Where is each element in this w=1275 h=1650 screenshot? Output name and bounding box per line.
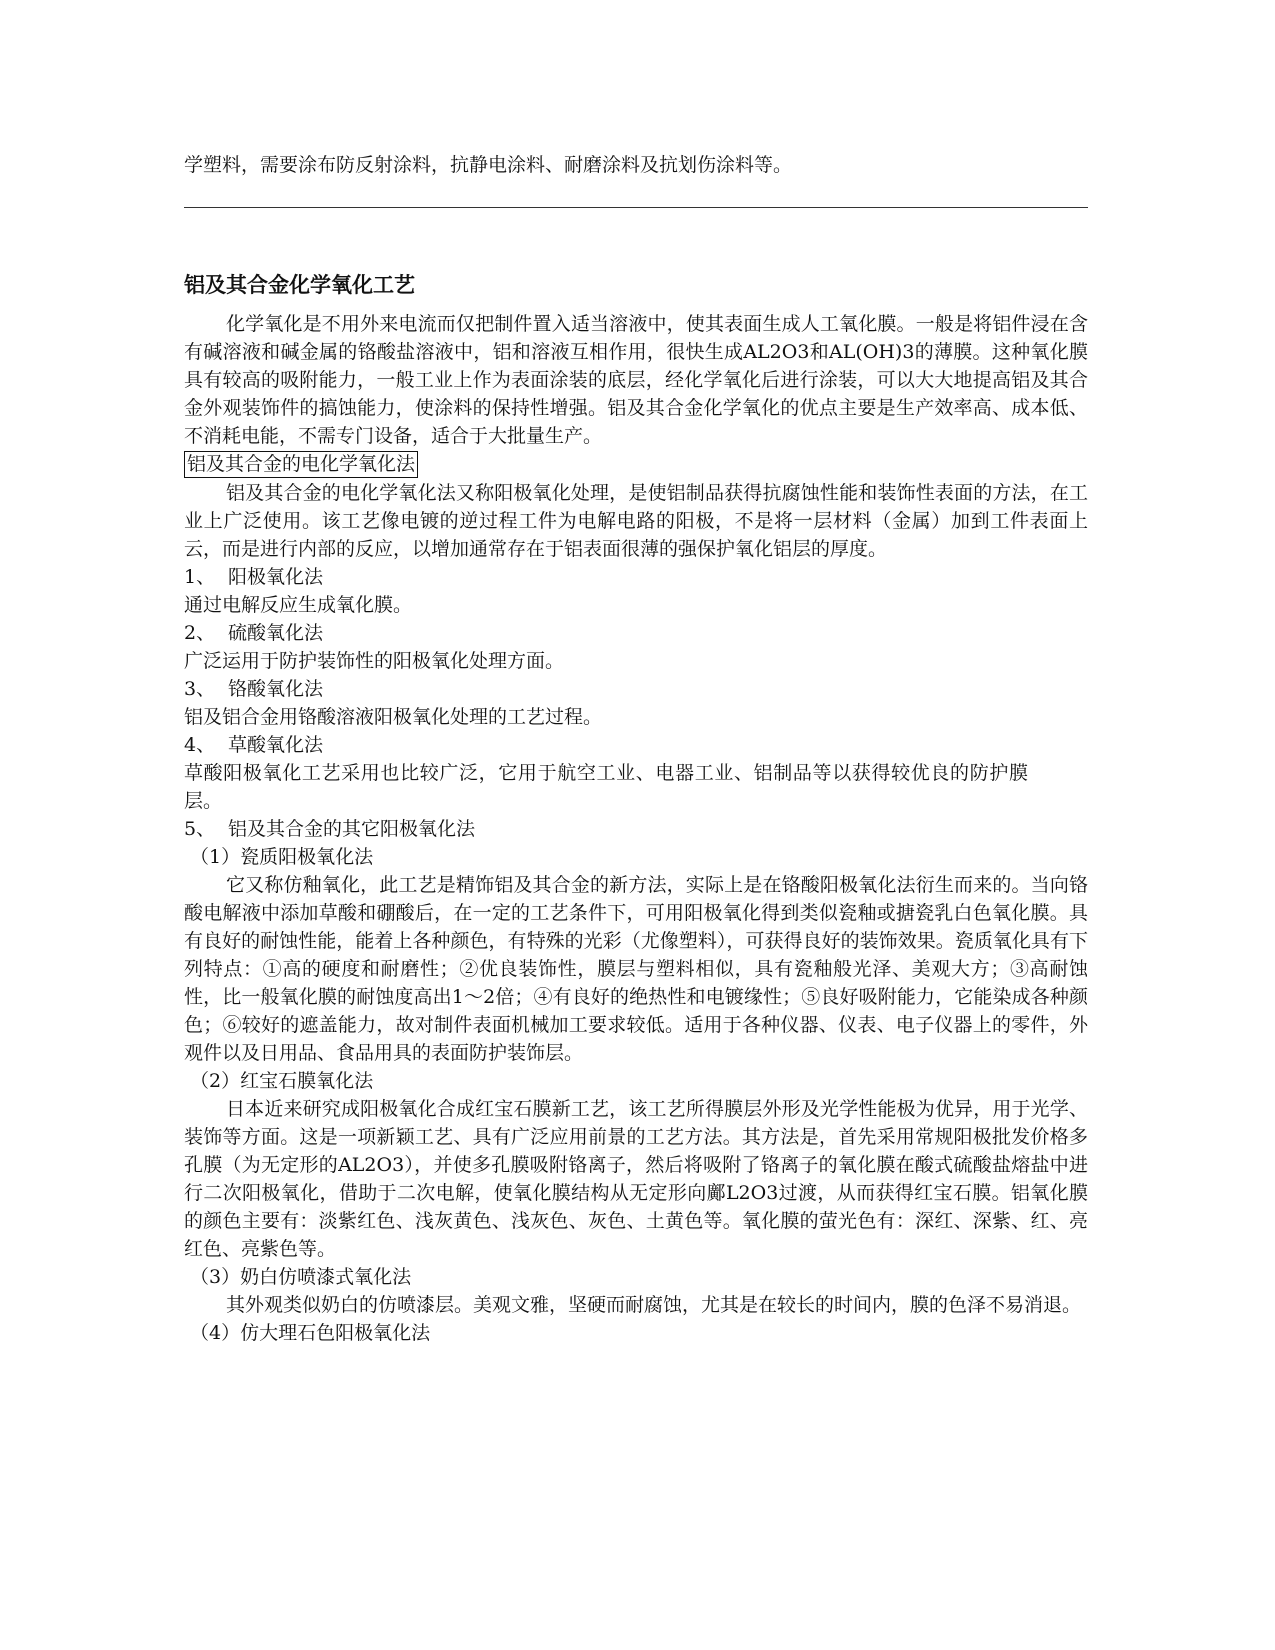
method-description: 草酸阳极氧化工艺采用也比较广泛，它用于航空工业、电器工业、铝制品等以获得较优良的防护膜层。 — [184, 762, 1028, 812]
method-number: 4、 — [184, 734, 216, 756]
chem-oxidation-paragraph: 化学氧化是不用外来电流而仅把制件置入适当溶液中，使其表面生成人工氧化膜。一般是将铝件浸在含有碱溶液和碱金属的铬酸盐溶液中，铝和溶液互相作用，很快生成AL2O3和AL(OH)3的薄膜。这种氧化膜具有较高的吸附能力，一般工业上作为表面涂装的底层，经化学氧化后进行涂装，可以大大地提高铝及其合金外观装饰件的搞蚀能力，使涂料的保持性增强。铝及其合金化学氧化的优点主要是生产效率高、成本低、不消耗电能，不需专门设备，适合于大批量生产。 — [184, 313, 1088, 447]
electro-heading-row — [184, 450, 1088, 479]
method-number: 3、 — [184, 678, 216, 700]
method-number: 1、 — [184, 566, 216, 588]
method-heading — [184, 619, 1088, 647]
sub-method-heading-2: （2）红宝石膜氧化法 — [190, 1070, 374, 1092]
sub-method-heading-3: （3）奶白仿喷漆式氧化法 — [190, 1266, 412, 1288]
method-description: 铝及铝合金用铬酸溶液阳极氧化处理的工艺过程。 — [184, 706, 603, 728]
horizontal-divider — [184, 207, 1088, 208]
sub-method-text-2: 日本近来研究成阳极氧化合成红宝石膜新工艺，该工艺所得膜层外形及光学性能极为优异，用于光学、装饰等方面。这是一项新颖工艺、具有广泛应用前景的工艺方法。其方法是，首先采用常规阳极批发价格多孔膜（为无定形的AL2O3），并使多孔膜吸附铬离子，然后将吸附了铬离子的氧化膜在酸式硫酸盐熔盐中进行二次阳极氧化，借助于二次电解，使氧化膜结构从无定形向鄺L2O3过渡，从而获得红宝石膜。铝氧化膜的颜色主要有：淡紫红色、浅灰黄色、浅灰色、灰色、土黄色等。氧化膜的萤光色有：深红、深紫、红、亮红色、亮紫色等。 — [184, 1098, 1088, 1260]
method-item-5 — [184, 815, 1088, 1347]
electro-paragraph: 铝及其合金的电化学氧化法又称阳极氧化处理，是使铝制品获得抗腐蚀性能和装饰性表面的方法，在工业上广泛使用。该工艺像电镀的逆过程工件为电解电路的阳极，不是将一层材料（金属）加到工件表面上云，而是进行内部的反应，以增加通常存在于铝表面很薄的强保护氧化铝层的厚度。 — [184, 482, 1088, 560]
sub-method-text-3: 其外观类似奶白的仿喷漆层。美观文雅，坚硬而耐腐蚀，尤其是在较长的时间内，膜的色泽不易消退。 — [226, 1294, 1082, 1316]
method-item-1 — [184, 563, 1088, 619]
method-heading — [184, 815, 1088, 843]
method-heading — [184, 731, 1088, 759]
section-title: 铝及其合金化学氧化工艺 — [184, 273, 415, 297]
method-heading — [184, 563, 1088, 591]
method-item-4 — [184, 731, 1088, 815]
sub-method-heading-4: （4）仿大理石色阳极氧化法 — [190, 1322, 431, 1344]
method-name: 草酸氧化法 — [228, 734, 324, 756]
sub-method-heading-1: （1）瓷质阳极氧化法 — [190, 846, 374, 868]
section-body — [184, 310, 1088, 1347]
method-number: 2、 — [184, 622, 216, 644]
method-heading — [184, 675, 1088, 703]
method-name: 阳极氧化法 — [228, 566, 324, 588]
method-item-3 — [184, 675, 1088, 731]
method-item-2 — [184, 619, 1088, 675]
method-name: 硫酸氧化法 — [228, 622, 324, 644]
method-name: 铬酸氧化法 — [228, 678, 324, 700]
method-name: 铝及其合金的其它阳极氧化法 — [228, 818, 476, 840]
document-page — [184, 0, 1088, 1650]
method-number: 5、 — [184, 818, 216, 840]
intro-line: 学塑料，需要涂布防反射涂料，抗静电涂料、耐磨涂料及抗划伤涂料等。 — [184, 154, 793, 176]
sub-method-text-1: 它又称仿釉氧化，此工艺是精饰铝及其合金的新方法，实际上是在铬酸阳极氧化法衍生而来的。当向铬酸电解液中添加草酸和硼酸后，在一定的工艺条件下，可用阳极氧化得到类似瓷釉或搪瓷乳白色氧化膜。具有良好的耐蚀性能，能着上各种颜色，有特殊的光彩（尤像塑料），可获得良好的装饰效果。瓷质氧化具有下列特点：①高的硬度和耐磨性；②优良装饰性，膜层与塑料相似，具有瓷釉般光泽、美观大方；③高耐蚀性，比一般氧化膜的耐蚀度高出1～2倍；④有良好的绝热性和电镀缘性；⑤良好吸附能力，它能染成各种颜色；⑥较好的遮盖能力，故对制件表面机械加工要求较低。适用于各种仪器、仪表、电子仪器上的零件，外观件以及日用品、食品用具的表面防护装饰层。 — [184, 874, 1088, 1064]
method-description: 通过电解反应生成氧化膜。 — [184, 594, 413, 616]
method-description: 广泛运用于防护装饰性的阳极氧化处理方面。 — [184, 650, 565, 672]
electro-heading: 铝及其合金的电化学氧化法 — [184, 451, 418, 478]
